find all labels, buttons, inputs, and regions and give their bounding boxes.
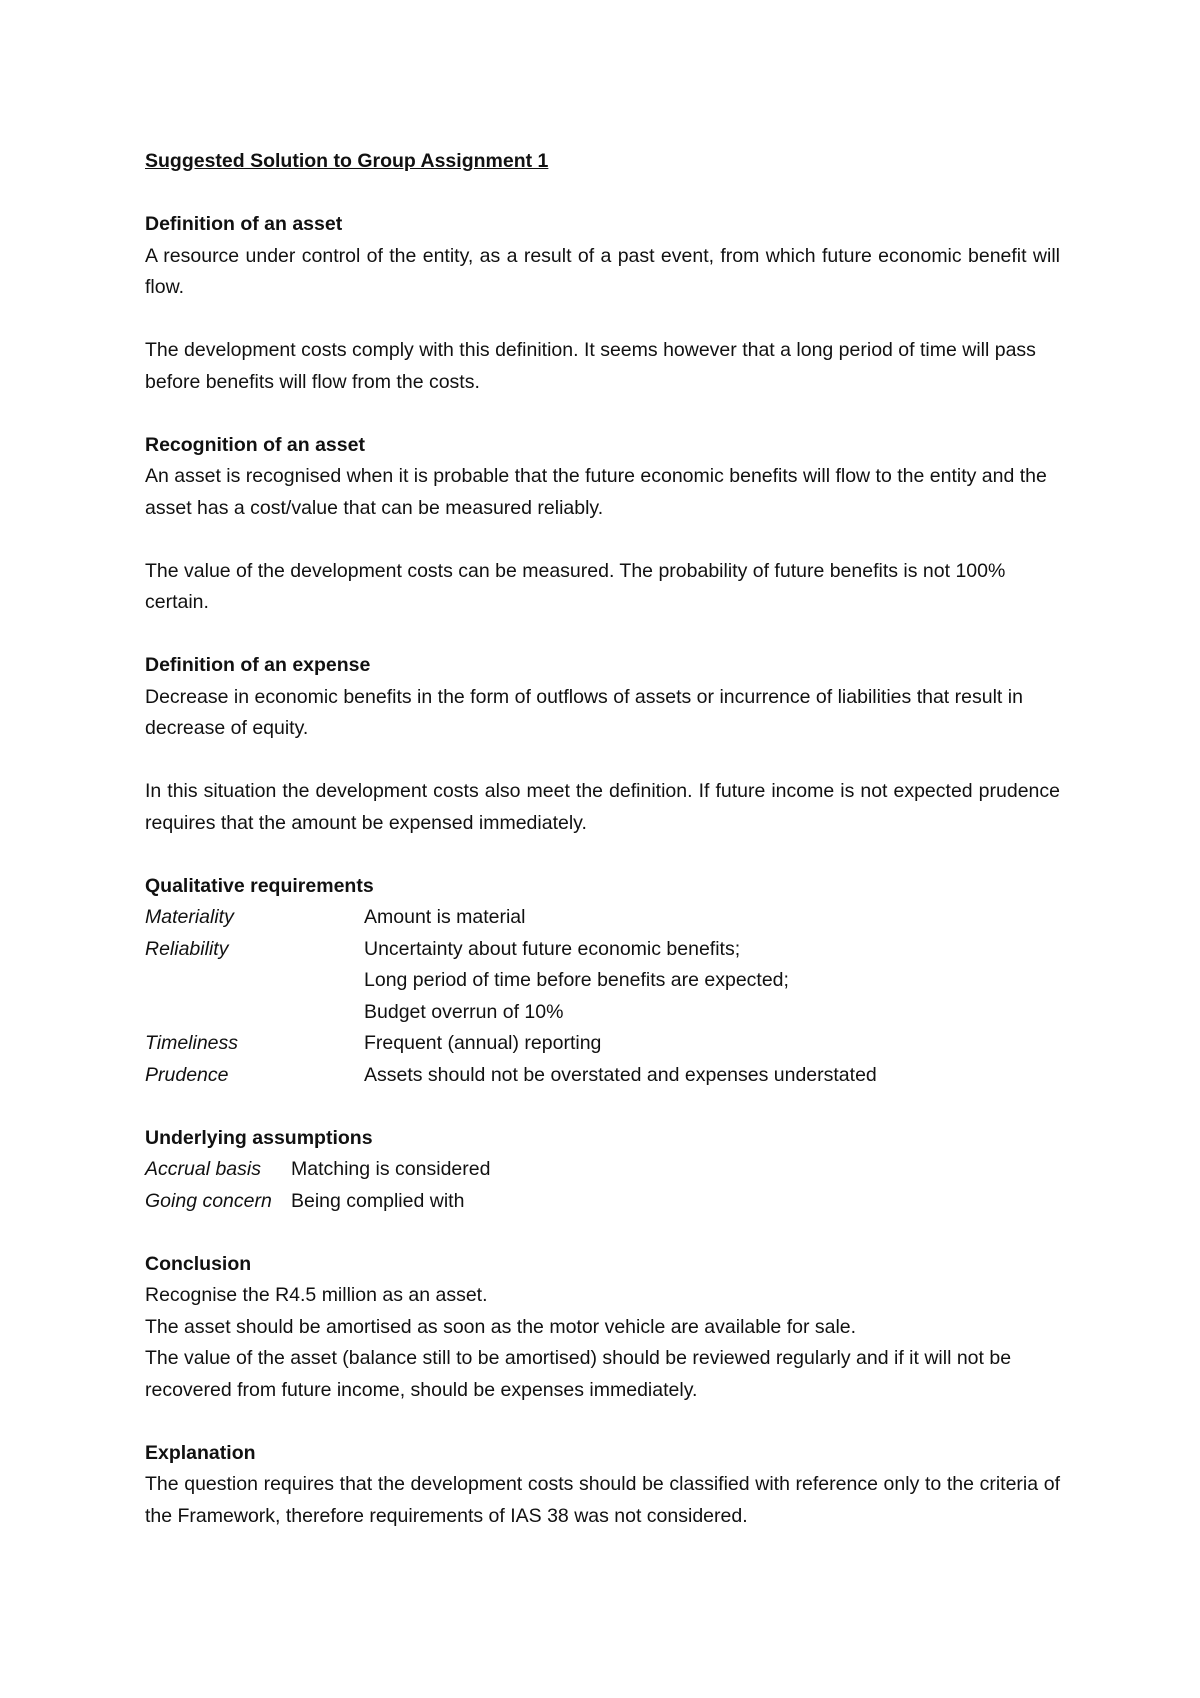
spacer bbox=[145, 619, 1060, 651]
qualitative-label: Reliability bbox=[145, 937, 229, 960]
spacer bbox=[145, 1217, 1060, 1249]
expense-definition-text: Decrease in economic benefits in the form of outflows of assets or incurrence of liabilities that result in decrease of equity. bbox=[145, 685, 1023, 739]
qualitative-label: Prudence bbox=[145, 1063, 229, 1086]
document-page bbox=[145, 146, 1060, 1532]
qualitative-value: Budget overrun of 10% bbox=[364, 1000, 564, 1023]
qualitative-label bbox=[145, 965, 364, 997]
conclusion-heading: Conclusion bbox=[145, 1252, 252, 1275]
spacer bbox=[145, 745, 1060, 777]
spacer bbox=[145, 1091, 1060, 1123]
expense-definition-heading: Definition of an expense bbox=[145, 654, 371, 676]
explanation-heading: Explanation bbox=[145, 1441, 256, 1464]
asset-definition-text: A resource under control of the entity, as a result of a past event, from which future economic benefit will flow. bbox=[145, 244, 1060, 298]
assumption-value: Matching is considered bbox=[291, 1158, 491, 1180]
qualitative-value: Amount is material bbox=[364, 906, 526, 928]
qualitative-value: Assets should not be overstated and expenses understated bbox=[364, 1063, 877, 1086]
spacer bbox=[145, 398, 1060, 430]
conclusion-line: The asset should be amortised as soon as the motor vehicle are available for sale. bbox=[145, 1315, 857, 1338]
conclusion-line: The value of the asset (balance still to be amortised) should be reviewed regularly and if it will not be recovered from future income, should be expenses immediately. bbox=[145, 1347, 1012, 1401]
qualitative-value: Frequent (annual) reporting bbox=[364, 1032, 602, 1054]
assumption-row bbox=[145, 1186, 1060, 1218]
qualitative-row bbox=[145, 1028, 1060, 1060]
spacer bbox=[145, 304, 1060, 336]
spacer bbox=[145, 178, 1060, 210]
qualitative-row bbox=[145, 902, 1060, 934]
explanation-text: The question requires that the development costs should be classified with reference only to the criteria of the Framework, therefore requirements of IAS 38 was not considered. bbox=[145, 1473, 1060, 1527]
spacer bbox=[145, 1406, 1060, 1438]
qualitative-heading: Qualitative requirements bbox=[145, 874, 374, 897]
assumptions-heading: Underlying assumptions bbox=[145, 1126, 373, 1149]
assumption-label: Accrual basis bbox=[145, 1158, 261, 1180]
qualitative-row bbox=[145, 997, 1060, 1029]
assumption-value: Being complied with bbox=[291, 1189, 465, 1212]
document-title: Suggested Solution to Group Assignment 1 bbox=[145, 150, 549, 172]
asset-recognition-comment: The value of the development costs can be measured. The probability of future benefits is not 100% certain. bbox=[145, 559, 1006, 613]
assumption-row bbox=[145, 1154, 1060, 1186]
qualitative-row bbox=[145, 965, 1060, 997]
spacer bbox=[145, 524, 1060, 556]
qualitative-value: Long period of time before benefits are expected; bbox=[364, 969, 789, 991]
assumption-label: Going concern bbox=[145, 1189, 272, 1212]
asset-recognition-heading: Recognition of an asset bbox=[145, 433, 365, 456]
qualitative-label: Materiality bbox=[145, 906, 234, 928]
asset-recognition-text: An asset is recognised when it is probable that the future economic benefits will flow to the entity and the asset has a cost/value that can be measured reliably. bbox=[145, 465, 1047, 519]
expense-definition-comment: In this situation the development costs also meet the definition. If future income is not expected prudence requires that the amount be expensed immediately. bbox=[145, 780, 1060, 834]
qualitative-row bbox=[145, 1060, 1060, 1092]
asset-definition-comment: The development costs comply with this definition. It seems however that a long period of time will pass before benefits will flow from the costs. bbox=[145, 339, 1036, 393]
qualitative-label: Timeliness bbox=[145, 1032, 239, 1054]
qualitative-label bbox=[145, 997, 364, 1029]
qualitative-row bbox=[145, 934, 1060, 966]
asset-definition-heading: Definition of an asset bbox=[145, 213, 343, 235]
qualitative-value: Uncertainty about future economic benefits; bbox=[364, 937, 741, 960]
spacer bbox=[145, 839, 1060, 871]
conclusion-line: Recognise the R4.5 million as an asset. bbox=[145, 1284, 488, 1306]
